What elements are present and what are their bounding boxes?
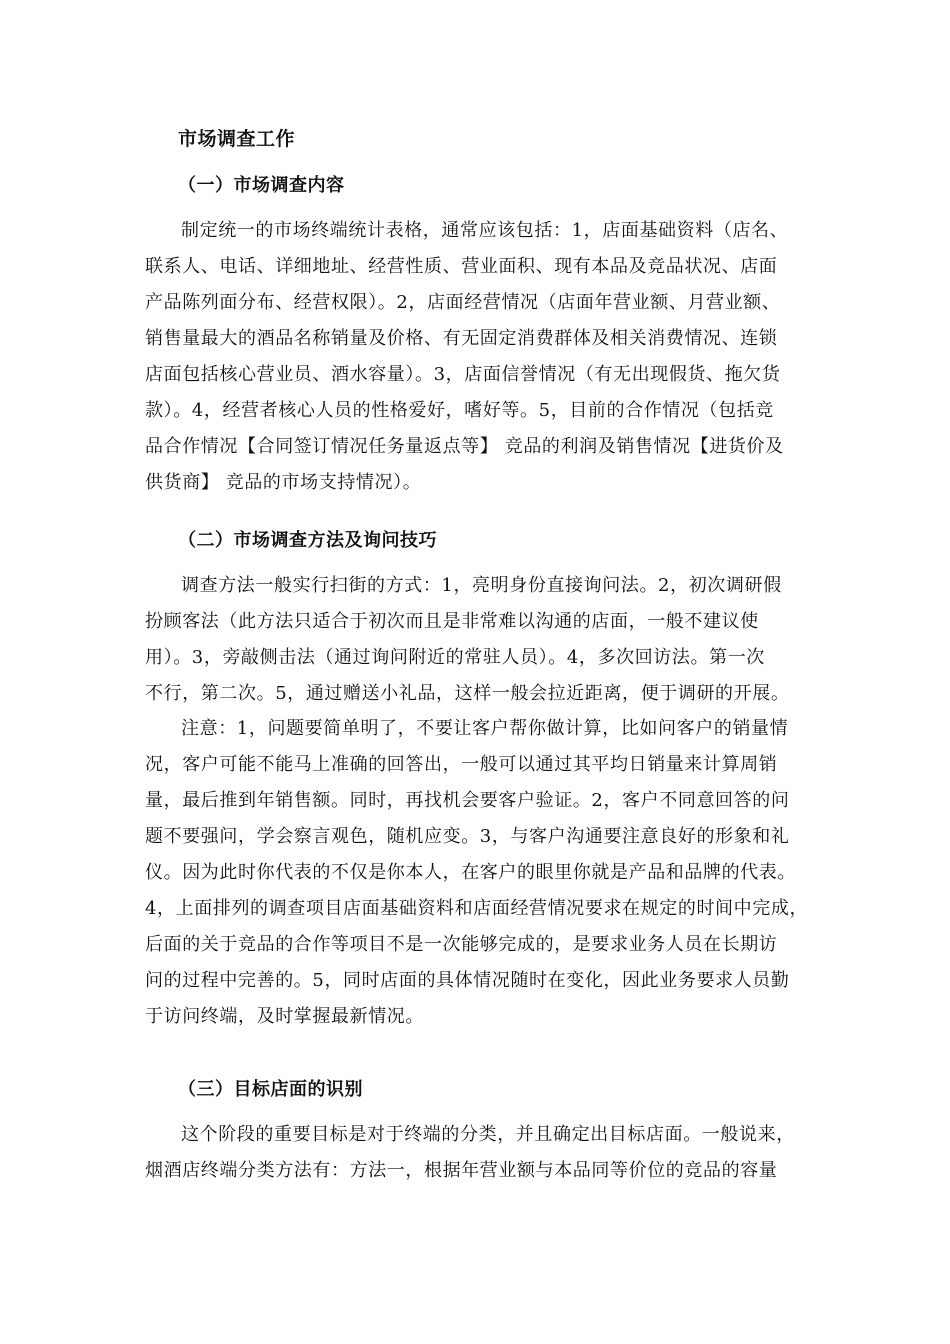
- paragraph-line: 这个阶段的重要目标是对于终端的分类，并且确定出目标店面。一般说来，: [181, 1124, 795, 1145]
- paragraph-line: 题不要强问，学会察言观色，随机应变。3，与客户沟通要注意良好的形象和礼: [145, 826, 790, 847]
- paragraph-line: 4，上面排列的调查项目店面基础资料和店面经营情况要求在规定的时间中完成，: [145, 898, 809, 919]
- paragraph-line: 制定统一的市场终端统计表格，通常应该包括：1，店面基础资料（店名、: [181, 220, 789, 241]
- section-heading-methods: （二）市场调查方法及询问技巧: [178, 530, 437, 551]
- paragraph-survey-methods: [145, 568, 817, 712]
- page-title: 市场调查工作: [178, 128, 296, 150]
- paragraph-line: 量，最后推到年销售额。同时，再找机会要客户验证。2，客户不同意回答的问: [145, 790, 790, 811]
- paragraph-target-stores: [145, 1117, 817, 1189]
- paragraph-notes: [145, 711, 817, 1035]
- paragraph-line: 供货商】 竞品的市场支持情况）。: [145, 472, 422, 493]
- paragraph-line: 于访问终端，及时掌握最新情况。: [145, 1006, 424, 1027]
- paragraph-line: 问的过程中完善的。5，同时店面的具体情况随时在变化，因此业务要求人员勤: [145, 970, 790, 991]
- paragraph-line: 款）。4，经营者核心人员的性格爱好，嗜好等。5，目前的合作情况（包括竞: [145, 400, 774, 421]
- paragraph-line: 况，客户可能不能马上准确的回答出，一般可以通过其平均日销量来计算周销: [145, 754, 778, 775]
- paragraph-line: 烟酒店终端分类方法有：方法一，根据年营业额与本品同等价位的竞品的容量: [145, 1160, 778, 1181]
- paragraph-line: 仪。因为此时你代表的不仅是你本人，在客户的眼里你就是产品和品牌的代表。: [145, 862, 796, 883]
- paragraph-line: 销售量最大的酒品名称销量及价格、有无固定消费群体及相关消费情况、连锁: [145, 328, 778, 349]
- paragraph-line: 不行，第二次。5，通过赠送小礼品，这样一般会拉近距离，便于调研的开展。: [145, 683, 790, 704]
- paragraph-line: 扮顾客法（此方法只适合于初次而且是非常难以沟通的店面，一般不建议使: [145, 611, 759, 632]
- paragraph-line: 后面的关于竞品的合作等项目不是一次能够完成的，是要求业务人员在长期访: [145, 934, 778, 955]
- paragraph-line: 调查方法一般实行扫街的方式：1，亮明身份直接询问法。2，初次调研假: [181, 575, 782, 596]
- section-heading-target-stores: （三）目标店面的识别: [178, 1079, 363, 1100]
- paragraph-line: 品合作情况【合同签订情况任务量返点等】 竞品的利润及销售情况【进货价及: [145, 436, 784, 457]
- paragraph-line: 用）。3，旁敲侧击法（通过询问附近的常驻人员）。4，多次回访法。第一次: [145, 647, 765, 668]
- paragraph-line: 店面包括核心营业员、酒水容量）。3，店面信誉情况（有无出现假货、拖欠货: [145, 364, 781, 385]
- paragraph-line: 产品陈列面分布、经营权限）。2，店面经营情况（店面年营业额、月营业额、: [145, 292, 781, 313]
- paragraph-line: 联系人、电话、详细地址、经营性质、营业面积、现有本品及竞品状况、店面: [145, 256, 778, 277]
- section-heading-content: （一）市场调查内容: [178, 175, 345, 196]
- paragraph-line: 注意：1，问题要简单明了，不要让客户帮你做计算，比如问客户的销量情: [181, 718, 789, 739]
- paragraph-survey-content: [145, 213, 817, 501]
